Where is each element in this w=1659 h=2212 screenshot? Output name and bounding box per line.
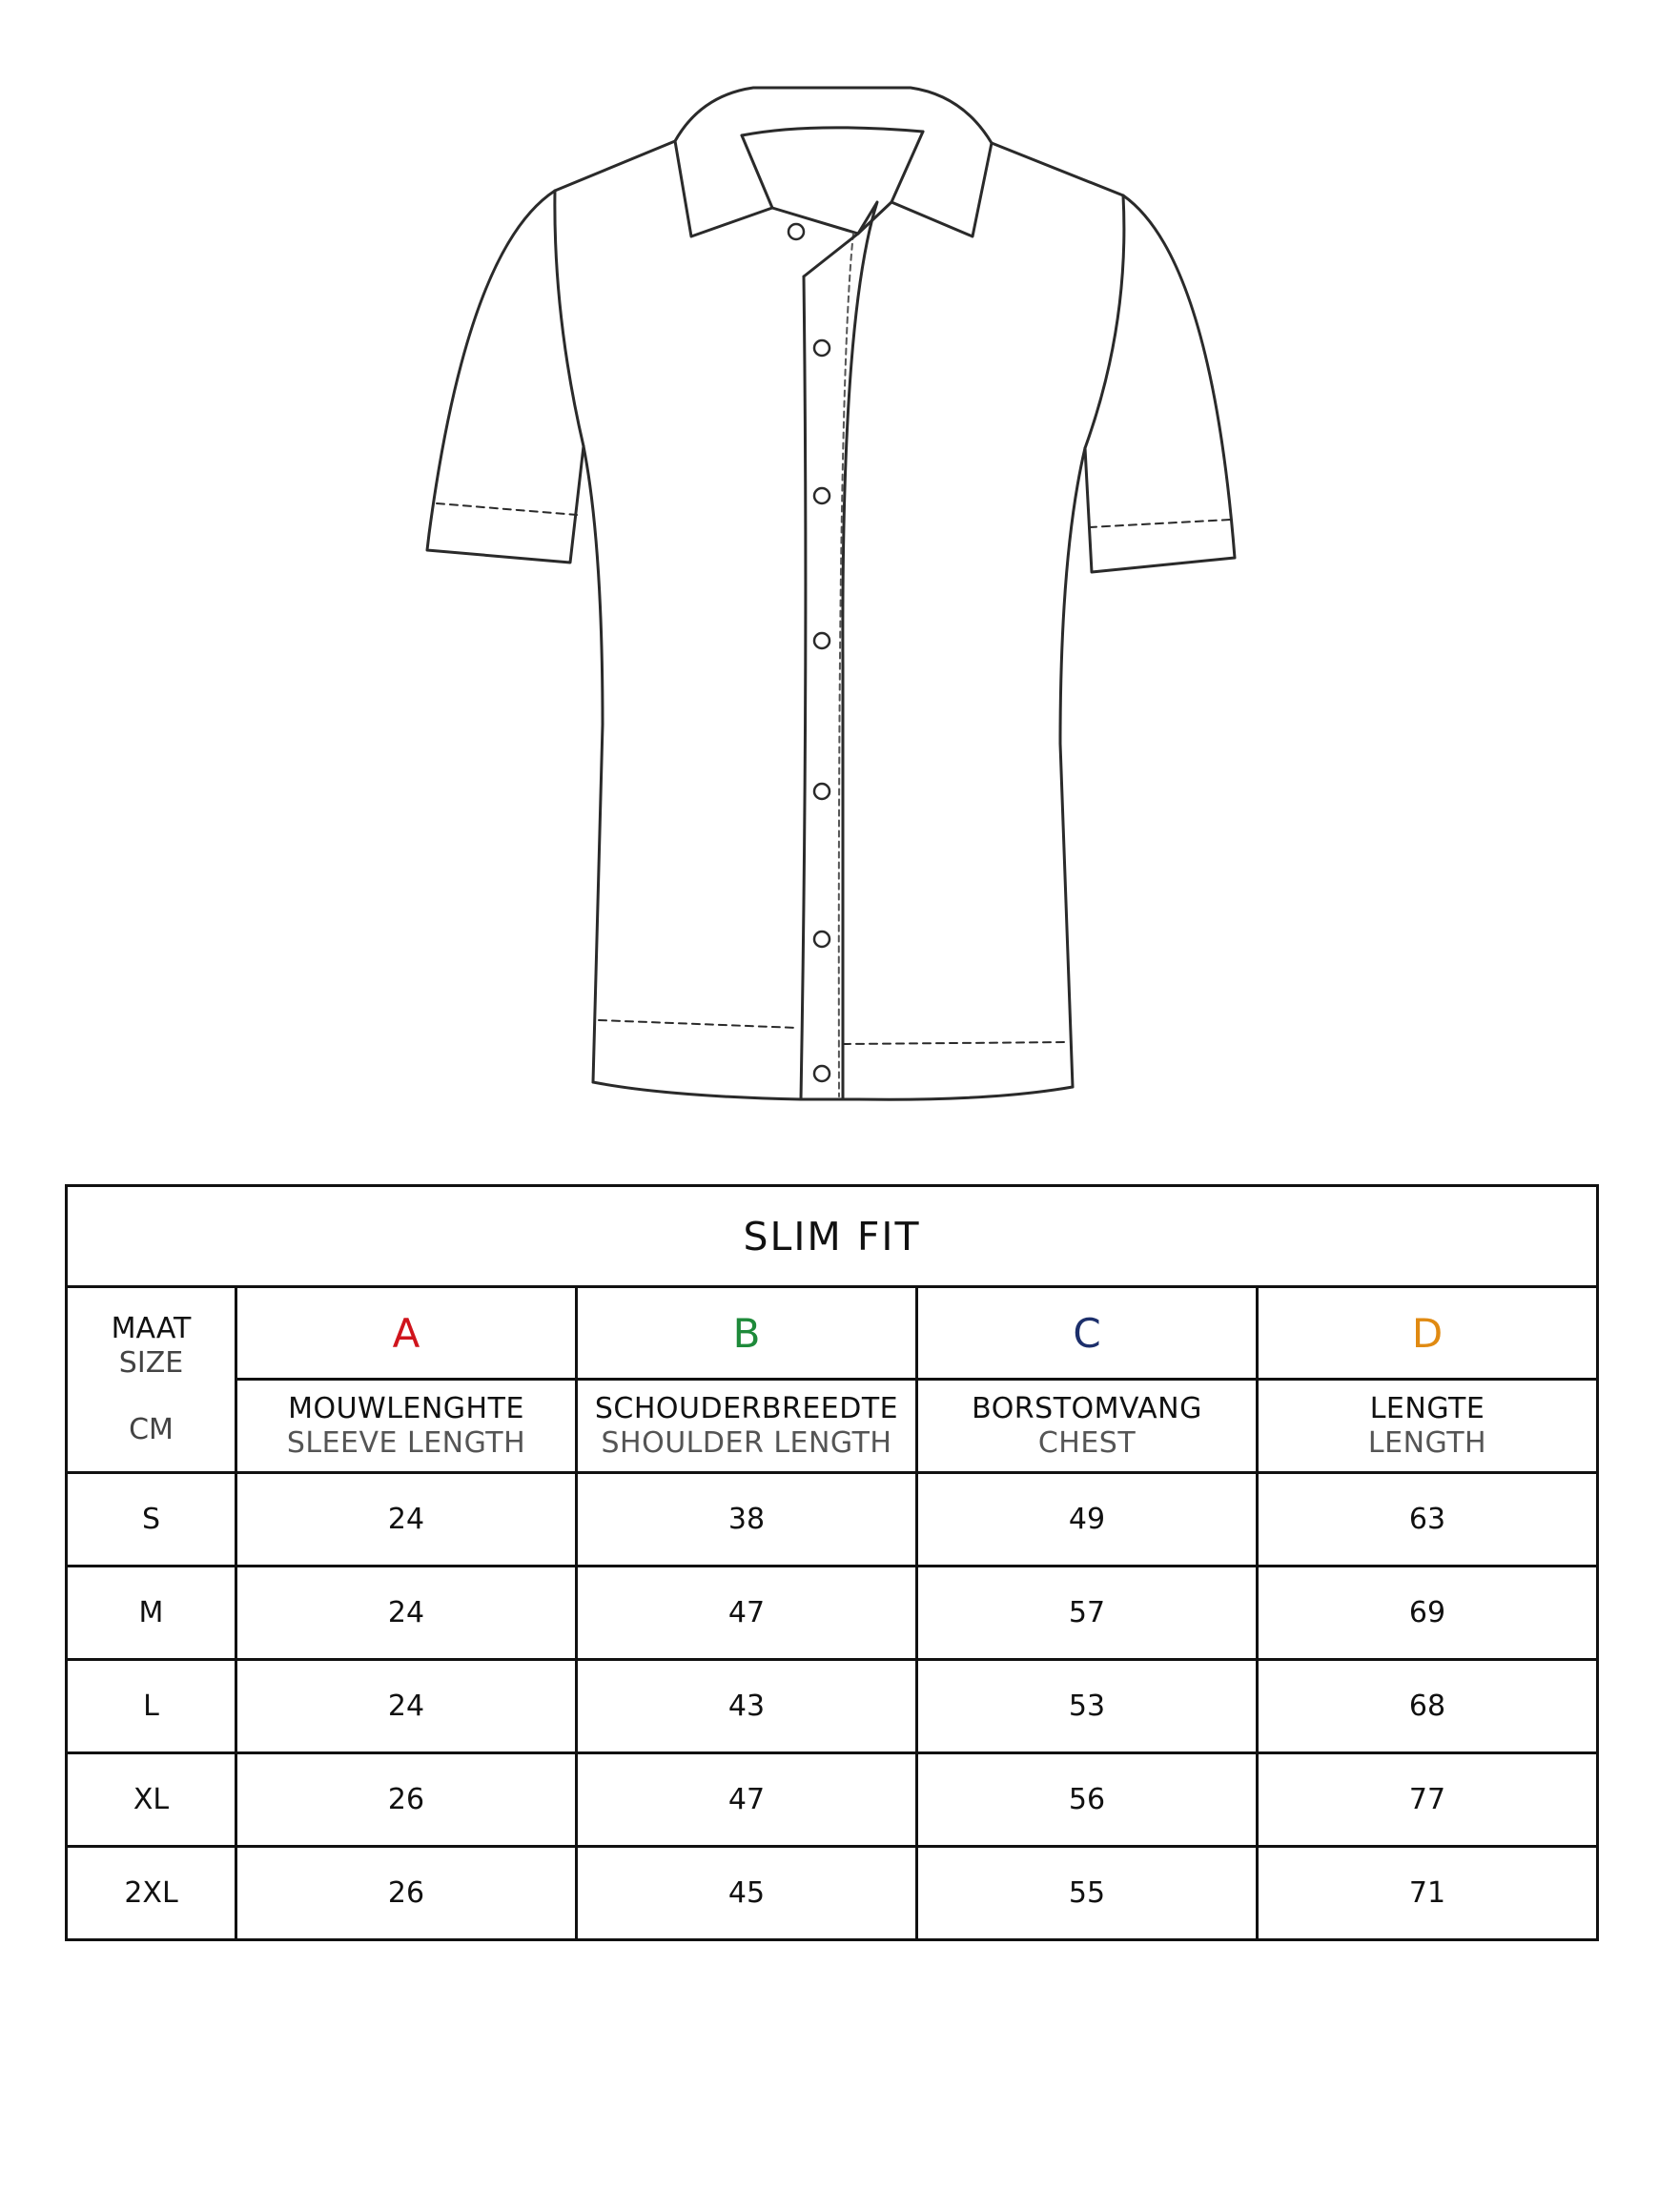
shirt-back-collar xyxy=(675,88,992,143)
size-header-en: SIZE xyxy=(118,1346,184,1380)
cell-shoulder-length: 45 xyxy=(577,1847,917,1940)
cell-chest: 57 xyxy=(917,1567,1258,1660)
cell-chest: 53 xyxy=(917,1660,1258,1753)
table-row xyxy=(67,1660,1598,1753)
cell-shoulder-length: 38 xyxy=(577,1473,917,1567)
column-letter-b: B xyxy=(577,1287,917,1380)
column-label-en: LENGTH xyxy=(1367,1425,1487,1460)
shirt-collar-inner xyxy=(742,128,923,135)
cell-shoulder-length: 43 xyxy=(577,1660,917,1753)
cell-length: 71 xyxy=(1258,1847,1598,1940)
column-letter-d: D xyxy=(1258,1287,1598,1380)
shirt-button xyxy=(814,488,830,503)
shirt-right-collar xyxy=(858,143,992,236)
size-header-unit: CM xyxy=(129,1413,174,1446)
column-label-en: SHOULDER LENGTH xyxy=(601,1425,892,1460)
shirt-placket-right xyxy=(843,202,877,1099)
shirt-placket-left xyxy=(801,276,806,1099)
row-size: L xyxy=(67,1660,236,1753)
column-letter-c: C xyxy=(917,1287,1258,1380)
column-label-a xyxy=(236,1380,577,1473)
cell-chest: 56 xyxy=(917,1753,1258,1847)
size-header-nl: MAAT xyxy=(111,1312,192,1345)
column-label-nl: MOUWLENGHTE xyxy=(288,1391,524,1425)
column-label-nl: SCHOUDERBREEDTE xyxy=(594,1391,899,1425)
cell-length: 63 xyxy=(1258,1473,1598,1567)
shirt-right-side xyxy=(1060,448,1085,1087)
table-row xyxy=(67,1847,1598,1940)
shirt-button xyxy=(814,932,830,947)
cell-length: 69 xyxy=(1258,1567,1598,1660)
shirt-button xyxy=(789,224,804,239)
title-row xyxy=(67,1186,1598,1287)
column-letter-a: A xyxy=(236,1287,577,1380)
cell-chest: 55 xyxy=(917,1847,1258,1940)
cell-length: 77 xyxy=(1258,1753,1598,1847)
shirt-button xyxy=(814,784,830,799)
column-label-c xyxy=(917,1380,1258,1473)
row-size: M xyxy=(67,1567,236,1660)
cell-chest: 49 xyxy=(917,1473,1258,1567)
shirt-hem xyxy=(593,1082,1073,1099)
column-label-nl: LENGTE xyxy=(1369,1391,1485,1425)
cell-sleeve-length: 26 xyxy=(236,1753,577,1847)
cell-sleeve-length: 26 xyxy=(236,1847,577,1940)
shirt-button xyxy=(814,1066,830,1081)
table-row xyxy=(67,1753,1598,1847)
cell-shoulder-length: 47 xyxy=(577,1753,917,1847)
shirt-button xyxy=(814,633,830,648)
row-size: S xyxy=(67,1473,236,1567)
shirt-left-sleeve xyxy=(427,141,675,563)
size-chart-table xyxy=(65,1184,1599,1941)
column-label-en: CHEST xyxy=(1037,1425,1137,1460)
table-row xyxy=(67,1473,1598,1567)
label-row xyxy=(67,1380,1598,1473)
size-header-cell xyxy=(67,1287,236,1473)
column-label-en: SLEEVE LENGTH xyxy=(286,1425,526,1460)
column-label-nl: BORSTOMVANG xyxy=(972,1391,1202,1425)
table-title: SLIM FIT xyxy=(67,1186,1598,1287)
column-label-d xyxy=(1258,1380,1598,1473)
row-size: 2XL xyxy=(67,1847,236,1940)
shirt-left-collar xyxy=(675,141,858,236)
column-label-b xyxy=(577,1380,917,1473)
cell-length: 68 xyxy=(1258,1660,1598,1753)
cell-sleeve-length: 24 xyxy=(236,1473,577,1567)
cell-sleeve-length: 24 xyxy=(236,1660,577,1753)
letter-row xyxy=(67,1287,1598,1380)
shirt-button xyxy=(814,340,830,356)
table-row xyxy=(67,1567,1598,1660)
row-size: XL xyxy=(67,1753,236,1847)
shirt-right-sleeve xyxy=(992,143,1235,572)
shirt-buttons xyxy=(789,224,830,1081)
cell-sleeve-length: 24 xyxy=(236,1567,577,1660)
cell-shoulder-length: 47 xyxy=(577,1567,917,1660)
shirt-left-side xyxy=(584,446,603,1082)
